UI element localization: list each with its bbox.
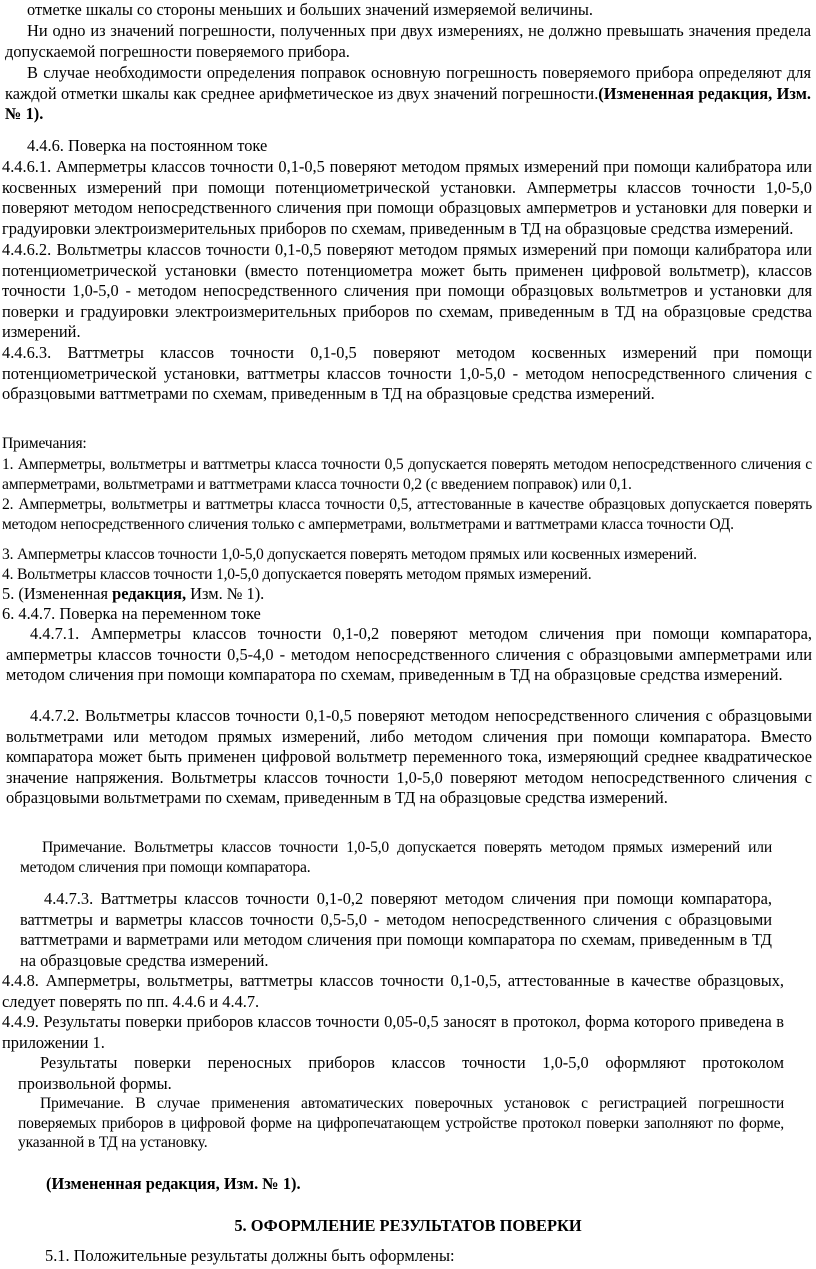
note-3: 3. Амперметры классов точности 1,0-5,0 допускается поверять методом прямых или косвенных измерений. [2,546,697,563]
paragraph-4-4-7-2: 4.4.7.2. Вольтметры классов точности 0,1-0,5 поверяют методом непосредственного сличения с образцовыми вольтметрами или методом прямых измерений, либо методом сличения при помощи компаратора. Вместо компаратора может быть применен цифровой вольтметр переменного тока, измеряющий среднее квадратическое значение напряжения. Вольтметры классов точности 1,0-5,0 поверяют методом непосредственного сличения с образцовыми вольтметрами по схемам, приведенным в ТД на образцовые средства измерений. [6,706,812,808]
paragraph-4-4-6-2: 4.4.6.2. Вольтметры классов точности 0,1-0,5 поверяют методом прямых измерений при помощи калибратора или потенциометрической установки (вместо потенциометра может быть применен цифровой вольтметр), классов точности 1,0-5,0 - методом непосредственного сличения при помощи образцовых вольтметров и установки для поверки и градуировки электроизмерительных приборов по схемам, приведенным в ТД на образцовые средства измерений. [2,240,812,342]
paragraph-4-4-8: 4.4.8. Амперметры, вольтметры, ваттметры классов точности 0,1-0,5, аттестованные в качестве образцовых, следует поверять по пп. 4.4.6 и 4.4.7. [2,971,784,1011]
amendment-note-bold: (Измененная редакция, Изм. № 1). [5,83,811,124]
paragraph-no-error-exceed: Ни одно из значений погрешности, полученных при двух измерениях, не должно превышать значения предела допускаемой погрешности поверяемого прибора. [5,21,811,61]
note-5-suffix: Изм. № 1). [186,584,265,603]
paragraph-4-4-6-1: 4.4.6.1. Амперметры классов точности 0,1-0,5 поверяют методом прямых измерений при помощи калибратора или косвенных измерений при помощи потенциометрической установки. Амперметры классов точности 1,0-5,0 поверяют методом непосредственного сличения при помощи образцовых амперметров и установки для поверки и градуировки электроизмерительных приборов по схемам, приведенным в ТД на образцовые средства измерений. [2,157,812,238]
section-5-heading: 5. ОФОРМЛЕНИЕ РЕЗУЛЬТАТОВ ПОВЕРКИ [234,1216,582,1235]
note-1: 1. Амперметры, вольтметры и ваттметры класса точности 0,5 допускается поверять методом непосредственного сличения с амперметрами, вольтметрами и ваттметрами класса точности 0,2 (с введением поправок) или 0,1. [2,456,812,493]
paragraph-4-4-7-1: 4.4.7.1. Амперметры классов точности 0,1-0,2 поверяют методом сличения при помощи компаратора, амперметры классов точности 0,5-4,0 - методом непосредственного сличения с образцовыми амперметрами или методом сличения при помощи компаратора по схемам, приведенным в ТД на образцовые средства измерений. [6,624,812,685]
paragraph-5-1: 5.1. Положительные результаты должны быть оформлены: [45,1246,455,1265]
note-automatic-units: Примечание. В случае применения автоматических поверочных установок с регистрацией погрешности поверяемых приборов в цифровой форме на цифропечатающем устройстве протокол поверки заполняют по форме, указанной в ТД на установку. [18,1095,784,1152]
paragraph-4-4-6-3: 4.4.6.3. Ваттметры классов точности 0,1-0,5 поверяют методом косвенных измерений при помощи потенциометрической установки, ваттметры классов точности 1,0-5,0 - методом непосредственного сличения с образцовыми ваттметрами по схемам, приведенным в ТД на образцовые средства измерений. [2,343,812,404]
note-5 [2,584,702,605]
notes-title: Примечания: [2,435,87,452]
paragraph-corrections [5,63,811,125]
note-4: 4. Вольтметры классов точности 1,0-5,0 допускается поверять методом прямых измерений. [2,566,592,583]
amendment-note: (Измененная редакция, Изм. № 1). [46,1174,301,1193]
note-5-bold: редакция, [112,584,187,603]
section-heading-dc: 4.4.6. Поверка на постоянном токе [27,136,268,155]
section-heading-ac: 6. 4.4.7. Поверка на переменном токе [2,604,261,623]
paragraph-portable-results: Результаты поверки переносных приборов классов точности 1,0-5,0 оформляют протоколом произвольной формы. [18,1053,784,1093]
note-2: 2. Амперметры, вольтметры и ваттметры класса точности 0,5, аттестованные в качестве образцовых допускается поверять методом непосредственного сличения только с амперметрами, вольтметрами и ваттметрами класса точности ОД. [2,496,812,533]
paragraph-corrections-text: В случае необходимости определения поправок основную погрешность поверяемого прибора определяют для каждой отметки шкалы как среднее арифметическое из двух значений погрешности. [5,63,811,103]
paragraph-4-4-7-3: 4.4.7.3. Ваттметры классов точности 0,1-0,2 поверяют методом сличения при помощи компаратора, ваттметры и варметры классов точности 0,5-5,0 - методом непосредственного сличения с образцовыми ваттметрами и варметрами или методом сличения при помощи компаратора по схемам, приведенным в ТД на образцовые средства измерений. [20,889,772,970]
paragraph-4-4-9: 4.4.9. Результаты поверки приборов классов точности 0,05-0,5 заносят в протокол, форма которого приведена в приложении 1. [2,1012,784,1052]
note-voltmeters: Примечание. Вольтметры классов точности 1,0-5,0 допускается поверять методом прямых измерений или методом сличения при помощи компаратора. [20,839,772,876]
note-5-prefix: 5. (Измененная [2,584,113,603]
paragraph-scale-mark: отметке шкалы со стороны меньших и больших значений измеряемой величины. [27,0,593,19]
